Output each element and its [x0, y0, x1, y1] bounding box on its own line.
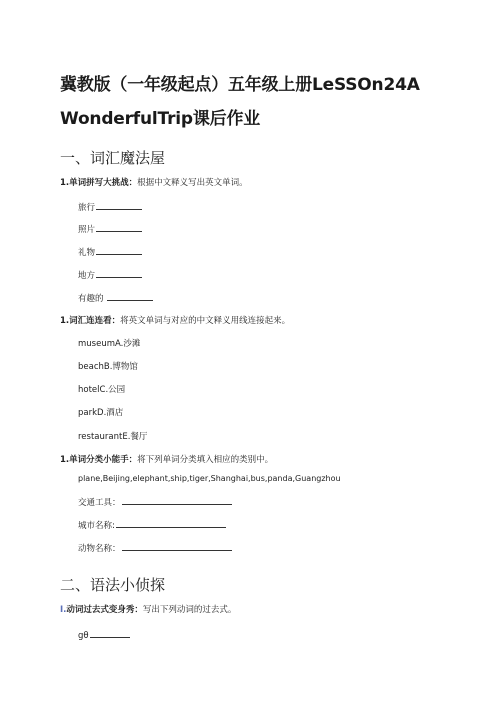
question-title: 词汇连连看：: [69, 316, 121, 326]
answer-blank[interactable]: [96, 222, 142, 232]
item-label: 旅行: [78, 203, 96, 213]
question-spelling: [60, 176, 248, 188]
item-label: 照片: [78, 225, 96, 235]
answer-blank[interactable]: [90, 628, 130, 638]
question-past-tense: [60, 603, 236, 615]
question-instruction: 将英文单词与对应的中文释义用线连接起来。: [120, 316, 291, 326]
answer-blank[interactable]: [122, 495, 232, 505]
answer-blank[interactable]: [122, 541, 232, 551]
matching-item: museumA.沙滩: [78, 339, 141, 349]
spelling-item: [78, 222, 142, 235]
category-label: 动物名称：: [78, 544, 121, 554]
answer-blank[interactable]: [96, 268, 142, 278]
spelling-item: [78, 200, 142, 213]
spelling-item: [78, 291, 153, 304]
answer-blank[interactable]: [96, 245, 142, 255]
document-title-line-2: WonderfulTrip课后作业: [60, 109, 261, 129]
item-label: 礼物: [78, 248, 96, 258]
item-label: gθ: [78, 631, 89, 641]
answer-blank[interactable]: [116, 518, 226, 528]
question-number: 1.: [60, 178, 70, 188]
matching-item: hotelC.公园: [78, 385, 126, 395]
question-title: 单词分类小能手：: [69, 455, 138, 465]
question-number: 1.: [60, 455, 70, 465]
question-instruction: 写出下列动词的过去式。: [142, 605, 237, 615]
answer-blank[interactable]: [107, 291, 153, 301]
category-row: [78, 541, 232, 554]
word-list: plane,Beijing,elephant,ship,tiger,Shanghai,bus,panda,Guangzhou: [78, 474, 341, 483]
matching-item: restaurantE.餐厅: [78, 432, 148, 442]
section-2-heading: 二、语法小侦探: [60, 576, 166, 594]
section-1-heading: 一、词汇魔法屋: [60, 149, 166, 167]
question-number: 1.: [60, 316, 70, 326]
question-title: 单词拼写大挑战：: [69, 178, 138, 188]
matching-item: beachB.博物馆: [78, 362, 138, 372]
question-instruction: 将下列单词分类填入相应的类别中。: [137, 455, 274, 465]
document-title-line-1: 冀教版（一年级起点）五年级上册LeSSOn24A: [60, 75, 420, 95]
question-matching: [60, 314, 290, 326]
question-number: I.: [60, 605, 67, 615]
item-label: 有趣的: [78, 294, 104, 304]
spelling-item: [78, 268, 142, 281]
category-row: [78, 495, 232, 508]
category-label: 交通工具：: [78, 498, 121, 508]
category-label: 城市名称:: [78, 521, 115, 531]
question-classify: [60, 453, 273, 465]
question-instruction: 根据中文释义写出英文单词。: [137, 178, 248, 188]
matching-item: parkD.酒店: [78, 408, 124, 418]
category-row: [78, 518, 226, 531]
spelling-item: [78, 245, 142, 258]
answer-blank[interactable]: [96, 200, 142, 210]
item-label: 地方: [78, 271, 96, 281]
past-tense-item: [78, 628, 130, 641]
question-title: 动词过去式变身秀：: [66, 605, 143, 615]
